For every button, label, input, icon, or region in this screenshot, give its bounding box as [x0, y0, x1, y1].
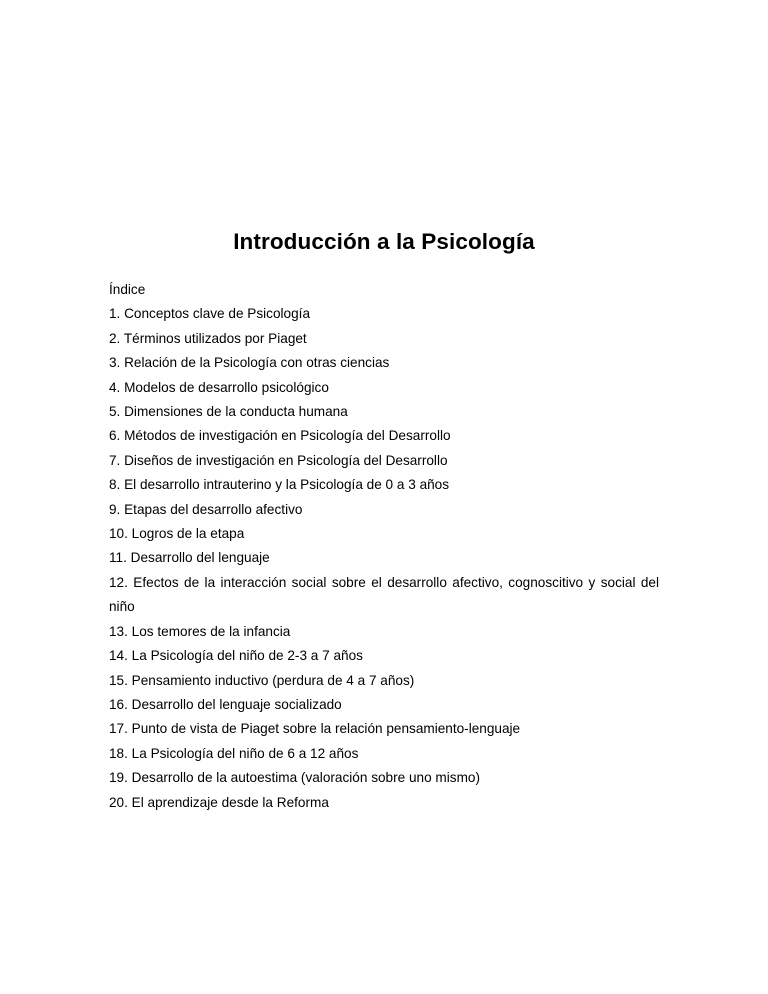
list-item: 20. El aprendizaje desde la Reforma: [109, 794, 329, 810]
list-item: 10. Logros de la etapa: [109, 526, 245, 542]
list-item: 6. Métodos de investigación en Psicología del Desarrollo: [109, 428, 451, 444]
list-item: 12. Efectos de la interacción social sobre el desarrollo afectivo, cognoscitivo y social del niño: [109, 574, 659, 615]
list-item: 16. Desarrollo del lenguaje socializado: [109, 696, 342, 712]
list-item: 19. Desarrollo de la autoestima (valoración sobre uno mismo): [109, 770, 480, 786]
list-item: 2. Términos utilizados por Piaget: [109, 330, 307, 346]
list-item: 17. Punto de vista de Piaget sobre la relación pensamiento-lenguaje: [109, 721, 521, 737]
index-heading: Índice: [109, 282, 146, 297]
list-item: 9. Etapas del desarrollo afectivo: [109, 501, 303, 517]
list-item: 13. Los temores de la infancia: [109, 623, 291, 639]
list-item: 5. Dimensiones de la conducta humana: [109, 404, 348, 420]
list-item: 14. La Psicología del niño de 2-3 a 7 años: [109, 648, 363, 664]
list-item: 11. Desarrollo del lenguaje: [109, 550, 270, 566]
list-item: 7. Diseños de investigación en Psicología del Desarrollo: [109, 452, 448, 468]
list-item: 1. Conceptos clave de Psicología: [109, 306, 311, 322]
list-item: 18. La Psicología del niño de 6 a 12 años: [109, 745, 359, 761]
list-item: 4. Modelos de desarrollo psicológico: [109, 379, 329, 395]
list-item: 8. El desarrollo intrauterino y la Psicología de 0 a 3 años: [109, 477, 450, 493]
page-title: Introducción a la Psicología: [233, 229, 535, 255]
list-item: 3. Relación de la Psicología con otras ciencias: [109, 355, 390, 371]
index-list: [109, 302, 659, 815]
document-body: [109, 278, 659, 815]
list-item: 15. Pensamiento inductivo (perdura de 4 a 7 años): [109, 672, 415, 688]
